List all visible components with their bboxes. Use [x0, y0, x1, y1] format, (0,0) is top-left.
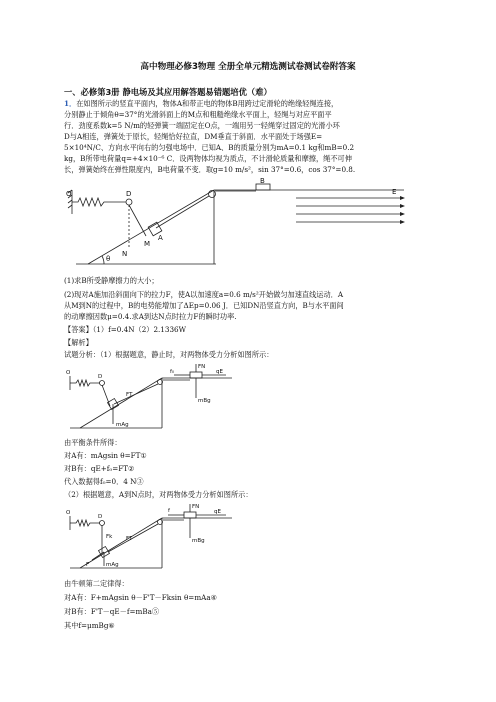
fig1-label-A: A [158, 234, 163, 242]
eq-3: 代入数据得f₀=0．4 N③ [64, 477, 144, 486]
part-2-intro: （2）根据题意，A到N点时，对两物体受力分析如图所示： [64, 490, 253, 499]
fig3-label-D: D [98, 514, 103, 520]
analysis-intro: 试题分析：（1）根据题意，静止时，对两物体受力分析如图所示： [64, 350, 274, 359]
part-2-line-3: 的动摩擦因数μ=0.4.求A到达N点时拉力F的瞬时功率. [64, 312, 237, 321]
fig1-label-M: M [144, 240, 151, 248]
question-number: 1． [64, 99, 77, 108]
answer-line: 【答案】（1）f=0.4N（2）2.1336W [64, 325, 186, 334]
eq-6: 其中f=μmBg⑥ [64, 621, 115, 630]
fig3-label-Fk: Fk [106, 534, 113, 540]
fig3-label-FT: FT [126, 536, 133, 542]
eq-1: 对A有：mAgsin θ=FT① [64, 451, 147, 460]
question-line-5: 5×10⁴N/C、方向水平向右的匀强电场中．已知A、B的质量分别为mA=0.1 kg和mB=0.2 [64, 143, 355, 152]
section-heading: 一、必修第3册 静电场及其应用解答题易错题培优（难） [64, 87, 272, 97]
fig3-label-mBg: mBg [192, 538, 205, 544]
part-2-line-1: (2)现对A施加沿斜面向下的拉力F，使A以加速度a=0.6 m/s²开始做匀加速直线运动．A [64, 290, 344, 299]
fig1-label-theta: θ [106, 255, 111, 263]
fig2-label-O: O [66, 370, 71, 376]
question-line-2: 分别静止于倾角θ=37°的光滑斜面上的M点和粗糙绝缘水平面上，轻绳与对应平面平 [64, 110, 332, 119]
question-line-7: 长，弹簧始终在弹性限度内，B电荷量不变．取g=10 m/s²，sin 37°=0.6，cos 37°=0.8. [64, 165, 356, 174]
eq-4: 对A有：F+mAgsin θ－F'T－Fksin θ=mAa④ [64, 593, 218, 602]
fig3-label-FN: FN [192, 504, 200, 510]
fig2-label-mBg: mBg [198, 398, 211, 404]
analysis-heading: 【解析】 [64, 338, 93, 347]
fig1-label-D: D [126, 190, 132, 198]
newton-heading: 由牛顿第二定律得： [64, 579, 129, 588]
force-diagram-static [66, 364, 236, 430]
fig2-label-f0: f₀ [170, 369, 175, 375]
fig2-label-FN: FN [198, 364, 206, 370]
part-1-text: (1)求B所受静摩擦力的大小； [64, 276, 159, 285]
fig2-label-FT: FT [126, 392, 133, 398]
fig3-label-mAg: mAg [106, 562, 119, 568]
question-line-1: 1．在如图所示的竖直平面内，物体A和带正电的物体B用跨过定滑轮的绝缘轻绳连接， [64, 99, 339, 108]
fig2-label-qE: qE [216, 369, 223, 375]
balance-heading: 由平衡条件所得： [64, 438, 122, 447]
question-line-6: kg，B所带电荷量q=+4×10⁻⁶ C．设两物体均视为质点，不计滑轮质量和摩擦，绳不可伸 [64, 154, 352, 163]
fig1-label-O: O [66, 190, 72, 198]
fig1-label-E: E [392, 188, 397, 196]
force-diagram-dynamic [66, 504, 236, 570]
fig3-label-f: f [168, 508, 170, 514]
page-title: 高中物理必修3物理 全册全单元精选测试卷测试卷附答案 [140, 62, 356, 72]
question-line-4: D与A相连，弹簧处于原长，轻绳恰好拉直，DM垂直于斜面．水平面处于场强E= [64, 132, 323, 141]
fig3-label-qE: qE [214, 509, 221, 515]
fig1-label-N: N [122, 250, 128, 258]
part-2-line-2: 从M到N的过程中，B的电势能增加了ΔEp=0.06 J．已知DN沿竖直方向，B与水平面间 [64, 301, 344, 310]
fig2-label-mAg: mAg [116, 422, 129, 428]
eq-5: 对B有：F'T－qE－f=mBa⑤ [64, 607, 160, 616]
fig3-label-F: F [86, 562, 90, 568]
fig3-label-O: O [66, 510, 71, 516]
fig2-label-D: D [98, 374, 103, 380]
fig1-label-B: B [260, 177, 265, 185]
question-line-3: 行．劲度系数k=5 N/m的轻弹簧一端固定在O点，一端用另一轻绳穿过固定的光滑小环 [64, 121, 340, 130]
question-figure [66, 177, 406, 266]
eq-2: 对B有：qE+f₀=FT② [64, 464, 135, 473]
